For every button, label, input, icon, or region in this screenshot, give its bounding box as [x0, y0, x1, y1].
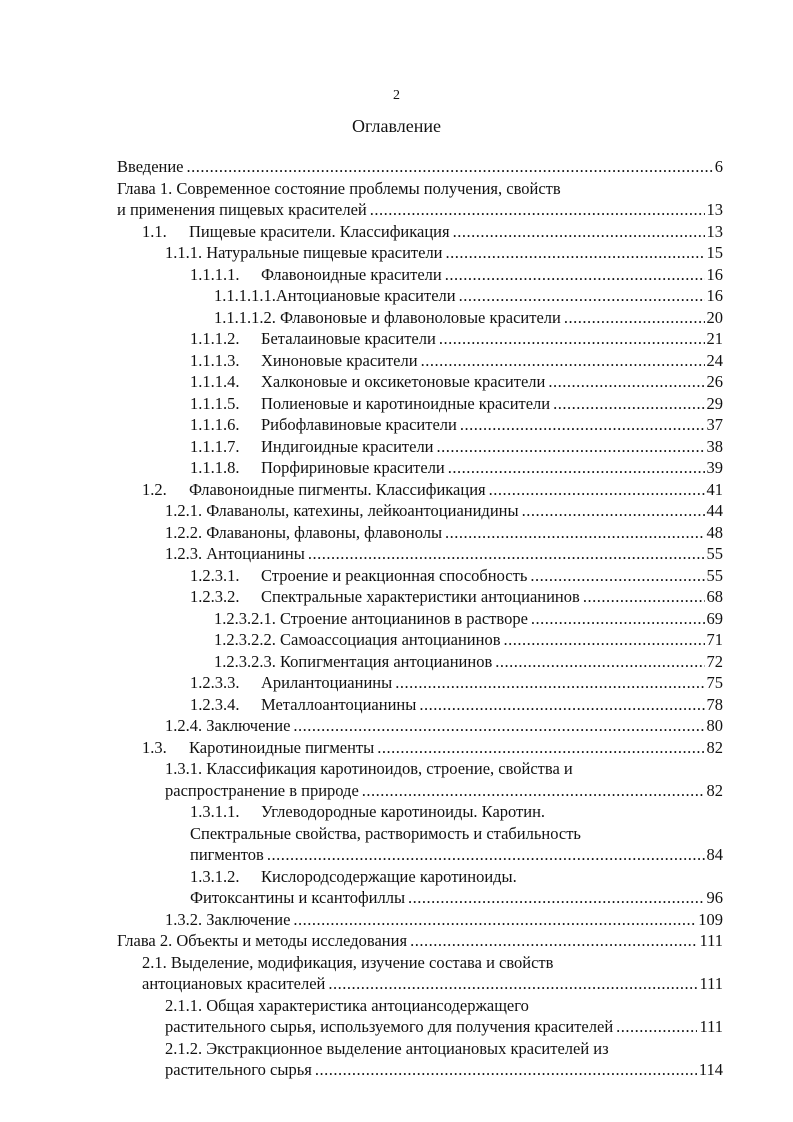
- toc-title-text: Пищевые красители. Классификация: [189, 221, 450, 241]
- toc-line: [117, 242, 723, 264]
- toc-page-number: 41: [706, 479, 723, 499]
- dot-leader: [445, 264, 705, 286]
- toc-entry: [117, 952, 723, 995]
- dot-leader: [419, 694, 704, 716]
- toc-line: [117, 414, 723, 436]
- toc-line: [117, 780, 723, 802]
- toc-line: [117, 543, 723, 565]
- toc-page-number: 39: [706, 458, 723, 477]
- toc-page-number: 111: [699, 931, 723, 950]
- toc-title-text: Порфириновые красители: [261, 458, 445, 477]
- dot-leader: [460, 414, 705, 436]
- dot-leader: [448, 457, 705, 479]
- toc-line: [117, 328, 723, 350]
- toc-line: [117, 608, 723, 630]
- toc-entry: [117, 242, 723, 264]
- toc-line: [117, 1038, 723, 1060]
- toc-title-text: 1.1.1. Натуральные пищевые красители: [165, 243, 443, 262]
- toc-page-number: 29: [706, 393, 723, 413]
- toc-page-number: 44: [706, 501, 723, 520]
- toc-line: [117, 285, 723, 307]
- toc-number: 1.3.1.2.: [190, 866, 240, 886]
- toc-title-text: Введение: [117, 157, 184, 176]
- toc-page-number: 80: [706, 716, 723, 735]
- toc-title-text: растительного сырья: [165, 1060, 312, 1079]
- toc-line: [117, 995, 723, 1017]
- dot-leader: [421, 350, 705, 372]
- toc-entry: [117, 264, 723, 286]
- toc-entry: [117, 629, 723, 651]
- toc-page-number: 78: [706, 694, 723, 714]
- toc-title-text: Глава 2. Объекты и методы исследования: [117, 931, 408, 950]
- toc-page-number: 71: [706, 630, 723, 649]
- toc-line: [117, 350, 723, 372]
- toc-title-text: Полиеновые и каротиноидные красители: [261, 393, 551, 413]
- dot-leader: [564, 307, 705, 329]
- toc-entry: [117, 414, 723, 436]
- toc-entry: [117, 307, 723, 329]
- toc-title-text: и применения пищевых красителей: [117, 200, 367, 219]
- dot-leader: [553, 393, 704, 415]
- toc-line: [117, 801, 723, 823]
- toc-entry: [117, 221, 723, 243]
- toc-number: 1.3.1.1.: [190, 802, 240, 821]
- toc-number: 1.1.1.8.: [190, 458, 240, 477]
- toc-page-number: 75: [706, 673, 723, 692]
- toc-title-text: Флавоноидные красители: [261, 264, 442, 284]
- toc-entry: [117, 801, 723, 866]
- dot-leader: [293, 715, 704, 737]
- toc-title-text: распространение в природе: [165, 780, 359, 800]
- toc-title-text: 1.3.2. Заключение: [165, 909, 291, 929]
- toc-line: [117, 586, 723, 608]
- dot-leader: [548, 371, 704, 393]
- toc-page-number: 38: [706, 436, 723, 456]
- toc-line: [117, 371, 723, 393]
- toc-number: 1.1.1.2.: [190, 329, 240, 348]
- dot-leader: [489, 479, 705, 501]
- toc-page-number: 82: [706, 737, 723, 757]
- toc-title-text: Каротиноидные пигменты: [189, 737, 375, 757]
- dot-leader: [362, 780, 705, 802]
- toc-page-number: 37: [706, 415, 723, 434]
- toc-line: [117, 264, 723, 286]
- toc-number: 1.1.1.1.: [190, 264, 240, 284]
- toc-page-number: 20: [706, 307, 723, 327]
- toc-entry: [117, 715, 723, 737]
- toc-line: [117, 199, 723, 221]
- toc-entry: [117, 156, 723, 178]
- toc-page-number: 84: [706, 845, 723, 864]
- toc-title-text: 1.2.3.2.1. Строение антоцианинов в растворе: [214, 608, 528, 628]
- toc-entry: [117, 500, 723, 522]
- toc-entry: [117, 328, 723, 350]
- table-of-contents: [117, 156, 723, 1081]
- toc-title-text: 2.1. Выделение, модификация, изучение состава и свойств: [142, 952, 554, 972]
- toc-title-text: 1.2.2. Флаваноны, флавоны, флавонолы: [165, 522, 443, 542]
- toc-line: [117, 393, 723, 415]
- toc-entry: [117, 651, 723, 673]
- page-number: 2: [393, 88, 400, 103]
- page-title: Оглавление: [352, 116, 441, 136]
- dot-leader: [445, 522, 704, 544]
- toc-entry: [117, 479, 723, 501]
- toc-entry: [117, 457, 723, 479]
- toc-page-number: 16: [706, 286, 723, 305]
- toc-line: [117, 930, 723, 952]
- toc-number: 1.3.: [142, 737, 167, 757]
- toc-line: [117, 629, 723, 651]
- toc-line: [117, 565, 723, 587]
- toc-title-text: Фитоксантины и ксантофиллы: [190, 888, 406, 907]
- toc-page-number: 21: [706, 329, 723, 348]
- toc-line: [117, 436, 723, 458]
- dot-leader: [408, 887, 704, 909]
- dot-leader: [495, 651, 704, 673]
- toc-title-text: 1.1.1.1.2. Флавоновые и флавоноловые красители: [214, 307, 561, 327]
- toc-title-text: Рибофлавиновые красители: [261, 415, 457, 434]
- toc-entry: [117, 522, 723, 544]
- toc-page-number: 24: [706, 350, 723, 370]
- toc-entry: [117, 371, 723, 393]
- toc-title-text: Беталаиновые красители: [261, 329, 436, 348]
- toc-line: [117, 307, 723, 329]
- toc-number: 1.1.1.3.: [190, 350, 240, 370]
- toc-number: 1.2.3.2.: [190, 587, 240, 606]
- toc-entry: [117, 694, 723, 716]
- toc-line: [117, 672, 723, 694]
- dot-leader: [315, 1059, 697, 1081]
- toc-title-text: растительного сырья, используемого для получения красителей: [165, 1017, 614, 1036]
- dot-leader: [293, 909, 696, 931]
- toc-title-text: 1.2.3. Антоцианины: [165, 544, 305, 563]
- toc-line: [117, 479, 723, 501]
- toc-page-number: 55: [706, 565, 723, 585]
- toc-page-number: 69: [706, 608, 723, 628]
- toc-line: [117, 737, 723, 759]
- toc-page-number: 6: [714, 157, 723, 176]
- toc-line: [117, 500, 723, 522]
- dot-leader: [267, 844, 705, 866]
- toc-page-number: 13: [706, 221, 723, 241]
- toc-line: [117, 221, 723, 243]
- toc-entry: [117, 285, 723, 307]
- toc-number: 1.1.1.4.: [190, 372, 240, 391]
- toc-title-text: Хиноновые красители: [261, 350, 418, 370]
- dot-leader: [616, 1016, 697, 1038]
- toc-entry: [117, 436, 723, 458]
- toc-entry: [117, 393, 723, 415]
- toc-page-number: 111: [699, 974, 723, 993]
- toc-title-text: 1.2.1. Флаванолы, катехины, лейкоантоцианидины: [165, 501, 519, 520]
- toc-entry: [117, 565, 723, 587]
- dot-leader: [504, 629, 705, 651]
- toc-title-text: Халконовые и оксикетоновые красители: [261, 372, 546, 391]
- dot-leader: [437, 436, 705, 458]
- dot-leader: [370, 199, 705, 221]
- toc-entry: [117, 995, 723, 1038]
- toc-title-text: Спектральные свойства, растворимость и стабильность: [190, 823, 581, 843]
- toc-page-number: 55: [706, 544, 723, 563]
- toc-title-text: 2.1.2. Экстракционное выделение антоциановых красителей из: [165, 1038, 609, 1058]
- toc-line: [117, 952, 723, 974]
- toc-entry: [117, 1038, 723, 1081]
- toc-line: [117, 758, 723, 780]
- toc-page-number: 72: [706, 651, 723, 671]
- toc-number: 1.1.1.6.: [190, 415, 240, 434]
- toc-number: 1.1.: [142, 221, 167, 241]
- toc-page-number: 82: [706, 780, 723, 800]
- dot-leader: [308, 543, 705, 565]
- dot-leader: [187, 156, 713, 178]
- toc-entry: [117, 930, 723, 952]
- dot-leader: [583, 586, 705, 608]
- toc-line: [117, 1016, 723, 1038]
- toc-line: [117, 909, 723, 931]
- toc-number: 1.1.1.7.: [190, 436, 240, 456]
- toc-line: [117, 178, 723, 200]
- toc-title-text: 1.2.4. Заключение: [165, 716, 291, 735]
- toc-number: 1.2.3.1.: [190, 565, 240, 585]
- toc-page-number: 16: [706, 264, 723, 284]
- toc-title-text: Индигоидные красители: [261, 436, 434, 456]
- dot-leader: [439, 328, 705, 350]
- toc-page-number: 13: [706, 200, 723, 219]
- toc-title-text: 1.3.1. Классификация каротиноидов, строение, свойства и: [165, 759, 573, 778]
- toc-title-text: Флавоноидные пигменты. Классификация: [189, 479, 486, 499]
- dot-leader: [377, 737, 704, 759]
- dot-leader: [530, 565, 704, 587]
- toc-page-number: 111: [699, 1017, 723, 1036]
- toc-title-text: Глава 1. Современное состояние проблемы получения, свойств: [117, 178, 561, 198]
- dot-leader: [328, 973, 697, 995]
- toc-entry: [117, 737, 723, 759]
- toc-page-number: 96: [706, 888, 723, 907]
- dot-leader: [459, 285, 705, 307]
- toc-line: [117, 1059, 723, 1081]
- toc-number: 1.2.: [142, 479, 167, 499]
- toc-line: [117, 457, 723, 479]
- toc-entry: [117, 586, 723, 608]
- toc-entry: [117, 543, 723, 565]
- toc-title-text: Кислородсодержащие каротиноиды.: [261, 866, 517, 886]
- toc-line: [117, 866, 723, 888]
- toc-line: [117, 715, 723, 737]
- toc-title-text: 2.1.1. Общая характеристика антоциансодержащего: [165, 995, 529, 1015]
- toc-page-number: 68: [706, 587, 723, 606]
- toc-number: 1.2.3.3.: [190, 673, 240, 692]
- toc-page-number: 15: [706, 243, 723, 262]
- dot-leader: [531, 608, 705, 630]
- toc-page-number: 109: [698, 909, 723, 929]
- toc-line: [117, 823, 723, 845]
- toc-entry: [117, 178, 723, 221]
- toc-title-text: Углеводородные каротиноиды. Каротин.: [261, 802, 546, 821]
- dot-leader: [395, 672, 704, 694]
- toc-title-text: 1.2.3.2.2. Самоассоциация антоцианинов: [214, 630, 501, 649]
- toc-title-text: Спектральные характеристики антоцианинов: [261, 587, 580, 606]
- toc-entry: [117, 866, 723, 909]
- dot-leader: [453, 221, 705, 243]
- toc-title-text: 1.1.1.1.1.Антоциановые красители: [214, 286, 456, 305]
- toc-title-text: пигментов: [190, 845, 264, 864]
- toc-line: [117, 887, 723, 909]
- toc-entry: [117, 350, 723, 372]
- toc-line: [117, 522, 723, 544]
- toc-title-text: Строение и реакционная способность: [261, 565, 528, 585]
- dot-leader: [446, 242, 705, 264]
- toc-line: [117, 973, 723, 995]
- toc-line: [117, 694, 723, 716]
- toc-number: 1.2.3.4.: [190, 694, 240, 714]
- toc-entry: [117, 758, 723, 801]
- toc-page-number: 114: [698, 1060, 723, 1079]
- dot-leader: [410, 930, 697, 952]
- toc-line: [117, 156, 723, 178]
- toc-title-text: антоциановых красителей: [142, 974, 326, 993]
- toc-entry: [117, 909, 723, 931]
- toc-page-number: 26: [706, 372, 723, 391]
- toc-number: 1.1.1.5.: [190, 393, 240, 413]
- toc-entry: [117, 672, 723, 694]
- toc-line: [117, 844, 723, 866]
- dot-leader: [522, 500, 705, 522]
- toc-line: [117, 651, 723, 673]
- toc-entry: [117, 608, 723, 630]
- toc-page-number: 48: [706, 522, 723, 542]
- toc-title-text: Металлоантоцианины: [261, 694, 417, 714]
- toc-title-text: 1.2.3.2.3. Копигментация антоцианинов: [214, 651, 493, 671]
- toc-title-text: Арилантоцианины: [261, 673, 393, 692]
